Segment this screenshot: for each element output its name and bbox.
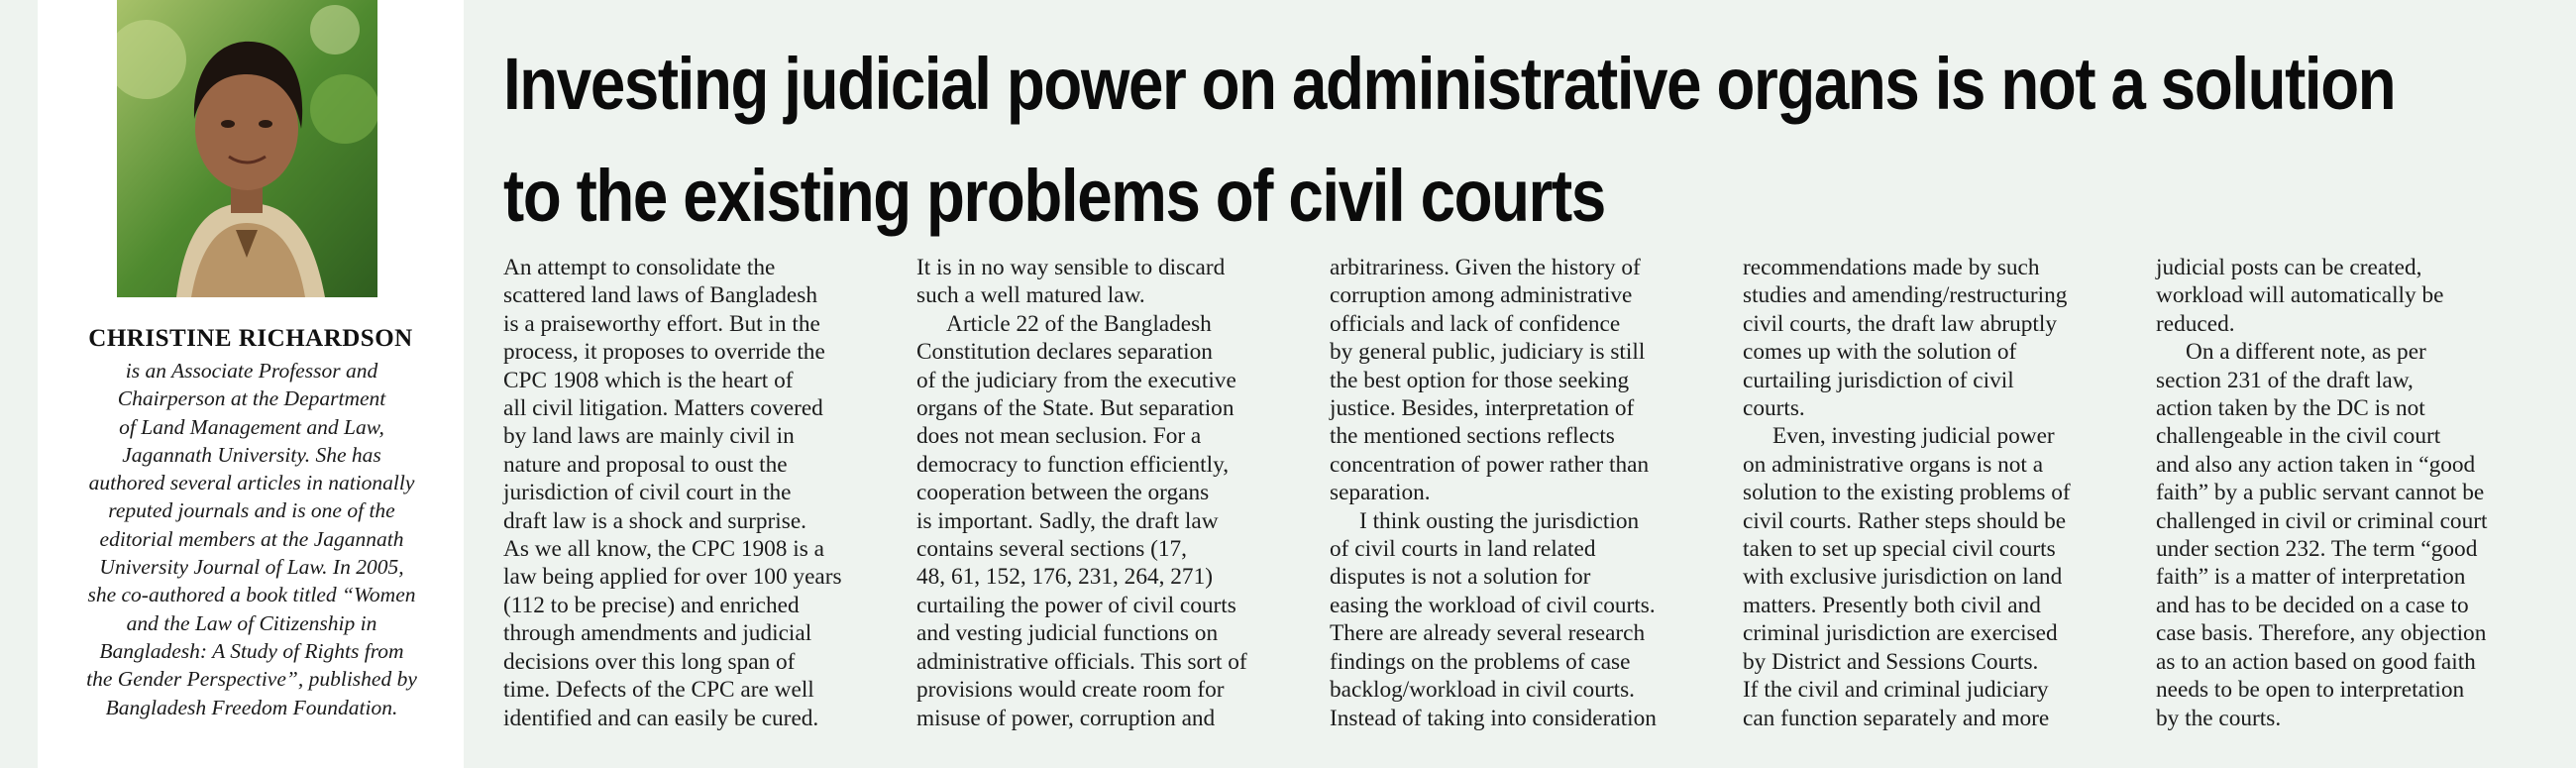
text-line: arbitrariness. Given the history of	[1330, 255, 1641, 280]
text-line: On a different note, as per	[2186, 339, 2426, 366]
text-line: provisions would create room for	[916, 677, 1225, 704]
bio-line: she co-authored a book titled “Women	[87, 583, 416, 607]
text-line: faith” is a matter of interpretation	[2156, 564, 2466, 591]
text-line: comes up with the solution of	[1743, 339, 2017, 366]
headline-line: to the existing problems of civil courts	[503, 155, 1605, 237]
text-line: taken to set up special civil courts	[1743, 536, 2056, 563]
author-name: CHRISTINE RICHARDSON	[88, 325, 413, 352]
text-line: As we all know, the CPC 1908 is a	[503, 536, 824, 563]
text-line: concentration of power rather than	[1330, 451, 1650, 478]
text-line: organs of the State. But separation	[916, 395, 1234, 422]
text-line: judicial posts can be created,	[2156, 255, 2422, 280]
bio-line: of Land Management and Law,	[119, 414, 384, 439]
bio-line: University Journal of Law. In 2005,	[99, 555, 404, 580]
text-line: by land laws are mainly civil in	[503, 423, 795, 450]
text-line: civil courts, the draft law abruptly	[1743, 310, 2057, 337]
text-line: challengeable in the civil court	[2156, 423, 2441, 450]
text-line: section 231 of the draft law,	[2156, 367, 2414, 393]
article-column-1	[503, 254, 892, 732]
author-portrait-icon	[117, 0, 377, 297]
bio-line: Chairperson at the Department	[117, 386, 386, 411]
text-line: findings on the problems of case	[1330, 648, 1631, 675]
text-line: is important. Sadly, the draft law	[916, 507, 1219, 534]
text-line: criminal jurisdiction are exercised	[1743, 620, 2058, 647]
article-column-4	[1743, 254, 2131, 732]
text-line: recommendations made by such	[1743, 255, 2040, 280]
text-line: matters. Presently both civil and	[1743, 592, 2041, 618]
bio-line: is an Associate Professor and	[125, 359, 378, 383]
bio-line: authored several articles in nationally	[88, 471, 415, 495]
article-column-3	[1330, 254, 1718, 732]
text-line: CPC 1908 which is the heart of	[503, 367, 794, 393]
text-line: such a well matured law.	[916, 282, 1145, 309]
text-line: challenged in civil or criminal court	[2156, 507, 2488, 534]
text-line: disputes is not a solution for	[1330, 564, 1591, 591]
text-line: solution to the existing problems of	[1743, 480, 2071, 506]
text-line: democracy to function efficiently,	[916, 451, 1230, 478]
article	[464, 0, 2576, 768]
text-line: nature and proposal to oust the	[503, 451, 788, 478]
text-line: curtailing the power of civil courts	[916, 592, 1236, 618]
article-column-5	[2156, 254, 2544, 732]
text-line: Even, investing judicial power	[1772, 423, 2055, 450]
text-line: courts.	[1743, 395, 1805, 422]
article-column-2	[916, 254, 1305, 732]
text-line: cooperation between the organs	[916, 480, 1210, 506]
text-line: of the judiciary from the executive	[916, 367, 1236, 393]
text-line: and also any action taken in “good	[2156, 451, 2476, 478]
author-photo	[117, 0, 377, 297]
text-line: backlog/workload in civil courts.	[1330, 677, 1635, 704]
text-line: scattered land laws of Bangladesh	[503, 282, 817, 309]
text-line: It is in no way sensible to discard	[916, 255, 1226, 280]
headline-line: Investing judicial power on administrative organs is not a solution	[503, 43, 2396, 125]
text-line: the best option for those seeking	[1330, 367, 1630, 393]
text-line: studies and amending/restructuring	[1743, 282, 2068, 309]
text-line: as to an action based on good faith	[2156, 648, 2476, 675]
text-line: An attempt to consolidate the	[503, 255, 776, 280]
text-line: process, it proposes to override the	[503, 339, 825, 366]
text-line: Article 22 of the Bangladesh	[946, 310, 1212, 337]
text-line: corruption among administrative	[1330, 282, 1633, 309]
text-line: separation.	[1330, 480, 1431, 506]
text-line: If the civil and criminal judiciary	[1743, 677, 2049, 704]
headline	[503, 28, 2396, 252]
text-line: jurisdiction of civil court in the	[503, 480, 792, 506]
text-line: and vesting judicial functions on	[916, 620, 1219, 647]
author-bio	[57, 357, 446, 721]
text-line: law being applied for over 100 years	[503, 564, 842, 591]
text-line: reduced.	[2156, 310, 2235, 337]
text-line: Instead of taking into consideration	[1330, 705, 1657, 731]
author-sidebar	[38, 0, 464, 768]
text-line: faith” by a public servant cannot be	[2156, 480, 2485, 506]
bio-line: the Gender Perspective”, published by	[86, 667, 417, 692]
text-line: by general public, judiciary is still	[1330, 339, 1646, 366]
text-line: 48, 61, 152, 176, 231, 264, 271)	[916, 564, 1213, 591]
text-line: contains several sections (17,	[916, 536, 1188, 563]
bio-line: Bangladesh Freedom Foundation.	[105, 695, 398, 719]
bio-line: Jagannath University. She has	[122, 442, 381, 467]
text-line: time. Defects of the CPC are well	[503, 677, 814, 704]
text-line: under section 232. The term “good	[2156, 536, 2478, 563]
text-line: identified and can easily be cured.	[503, 705, 819, 731]
text-line: case basis. Therefore, any objection	[2156, 620, 2487, 647]
text-line: through amendments and judicial	[503, 620, 812, 647]
text-line: misuse of power, corruption and	[916, 705, 1216, 731]
text-line: There are already several research	[1330, 620, 1646, 647]
text-line: needs to be open to interpretation	[2156, 677, 2465, 704]
text-line: draft law is a shock and surprise.	[503, 507, 807, 534]
text-line: all civil litigation. Matters covered	[503, 395, 823, 422]
text-line: curtailing jurisdiction of civil	[1743, 367, 2014, 393]
text-line: and has to be decided on a case to	[2156, 592, 2469, 618]
text-line: (112 to be precise) and enriched	[503, 592, 800, 618]
text-line: officials and lack of confidence	[1330, 310, 1621, 337]
text-line: is a praiseworthy effort. But in the	[503, 310, 820, 337]
text-line: can function separately and more	[1743, 705, 2050, 731]
text-line: by District and Sessions Courts.	[1743, 648, 2039, 675]
text-line: Constitution declares separation	[916, 339, 1213, 366]
text-line: the mentioned sections reflects	[1330, 423, 1615, 450]
text-line: justice. Besides, interpretation of	[1330, 395, 1635, 422]
text-line: on administrative organs is not a	[1743, 451, 2044, 478]
text-line: does not mean seclusion. For a	[916, 423, 1202, 450]
text-line: I think ousting the jurisdiction	[1359, 507, 1640, 534]
text-line: civil courts. Rather steps should be	[1743, 507, 2067, 534]
text-line: decisions over this long span of	[503, 648, 796, 675]
bio-line: and the Law of Citizenship in	[126, 610, 377, 635]
text-line: administrative officials. This sort of	[916, 648, 1247, 675]
text-line: action taken by the DC is not	[2156, 395, 2425, 422]
text-line: easing the workload of civil courts.	[1330, 592, 1656, 618]
bio-line: Bangladesh: A Study of Rights from	[99, 638, 404, 663]
text-line: workload will automatically be	[2156, 282, 2444, 309]
bio-line: editorial members at the Jagannath	[99, 526, 404, 551]
text-line: of civil courts in land related	[1330, 536, 1596, 563]
bio-line: reputed journals and is one of the	[108, 498, 395, 523]
text-line: by the courts.	[2156, 705, 2282, 731]
text-line: with exclusive jurisdiction on land	[1743, 564, 2063, 591]
